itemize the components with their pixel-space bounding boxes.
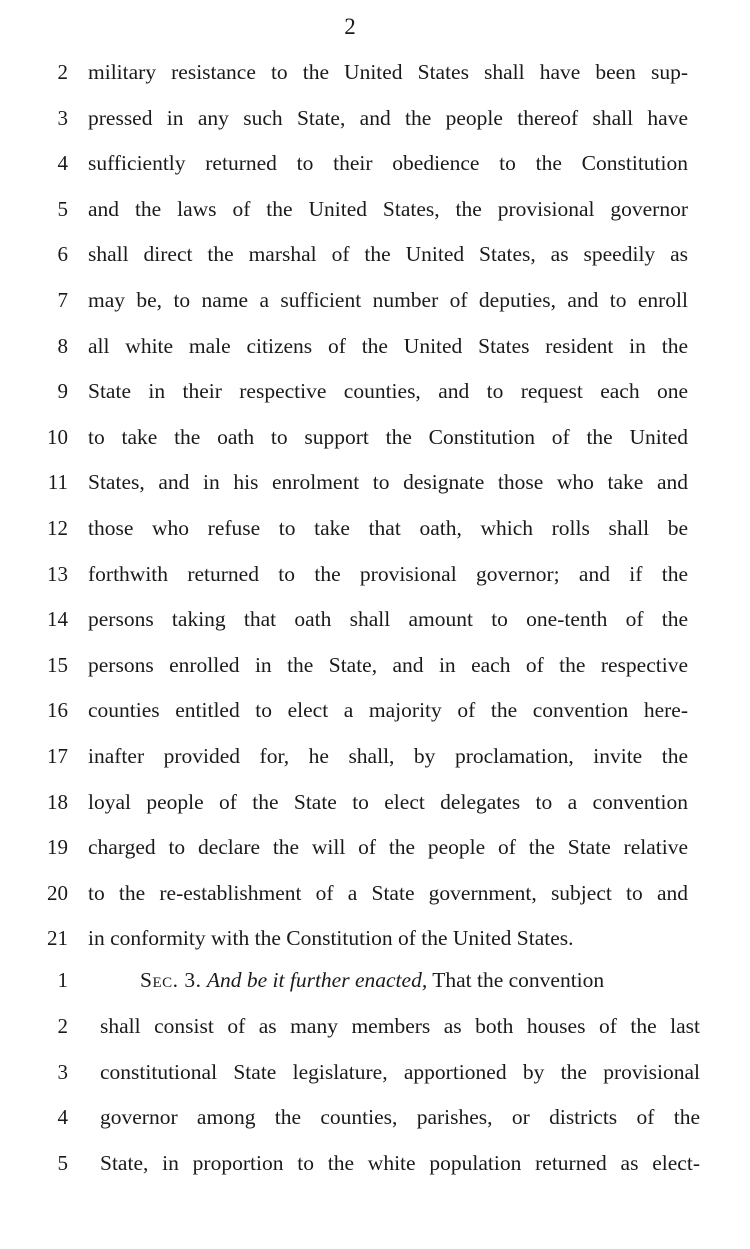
text-line: [0, 334, 750, 374]
line-text: pressed in any such State, and the people thereof shall have: [88, 105, 688, 130]
line-number: 4: [57, 151, 68, 176]
line-number: 1: [57, 968, 68, 992]
line-text: charged to declare the will of the people of the State relative: [88, 835, 688, 860]
line-number: 20: [47, 880, 68, 905]
line-text: to the re-establishment of a State government, subject to and: [88, 880, 688, 905]
text-line: [0, 151, 750, 191]
text-line: [0, 288, 750, 328]
text-line: [0, 379, 750, 419]
line-number: 4: [57, 1105, 68, 1130]
line-number: 3: [57, 1059, 68, 1084]
line-text: State in their respective counties, and to request each one: [88, 379, 688, 404]
line-text: persons enrolled in the State, and in each of the respective: [88, 652, 688, 677]
line-text: inafter provided for, he shall, by proclamation, invite the: [88, 744, 688, 768]
line-text: shall direct the marshal of the United States, as speedily as: [88, 242, 688, 267]
text-line: [0, 562, 750, 602]
line-text: those who refuse to take that oath, which rolls shall be: [88, 516, 688, 540]
text-line: [0, 106, 750, 146]
line-number: 15: [47, 652, 68, 677]
text-line: [0, 607, 750, 647]
line-number: 19: [47, 835, 68, 860]
line-number: 14: [47, 607, 68, 632]
line-number: 18: [47, 789, 68, 814]
line-text: sufficiently returned to their obedience to the Constitution: [88, 151, 688, 176]
line-number: 10: [47, 424, 68, 449]
text-line: [0, 926, 750, 966]
line-number: 2: [57, 60, 68, 84]
text-line: [0, 1060, 750, 1100]
line-number: 12: [47, 516, 68, 540]
text-line: [0, 1105, 750, 1145]
line-number: 21: [47, 926, 68, 951]
section-3-heading-line: [0, 968, 750, 1008]
text-line: [0, 516, 750, 556]
enacting-clause: And be it further enacted,: [206, 968, 428, 992]
text-line: [0, 470, 750, 510]
text-line: [0, 60, 750, 100]
text-line: [0, 835, 750, 875]
line-text: States, and in his enrolment to designate those who take and: [88, 470, 688, 495]
line-text: shall consist of as many members as both houses of the last: [100, 1014, 700, 1038]
text-line: [0, 790, 750, 830]
line-text: all white male citizens of the United States resident in the: [88, 333, 688, 358]
line-text: to take the oath to support the Constitution of the United: [88, 424, 688, 449]
line-number: 3: [57, 105, 68, 130]
line-number: 7: [57, 288, 68, 312]
line-text: governor among the counties, parishes, or districts of the: [100, 1105, 700, 1130]
line-text: constitutional State legislature, apportioned by the provisional: [100, 1059, 700, 1084]
text-line: [0, 1151, 750, 1191]
line-text: counties entitled to elect a majority of the convention here-: [88, 698, 688, 723]
line-text: forthwith returned to the provisional governor; and if the: [88, 561, 688, 586]
line-text: may be, to name a sufficient number of deputies, and to enroll: [88, 288, 688, 312]
line-text: and the laws of the United States, the provisional governor: [88, 196, 688, 221]
section-label: Sec. 3.: [140, 968, 202, 992]
line-number: 5: [57, 196, 68, 221]
line-number: 5: [57, 1150, 68, 1175]
line-number: 2: [57, 1014, 68, 1038]
section-first-line-rest: That the convention: [432, 968, 605, 992]
line-number: 16: [47, 698, 68, 723]
line-number: 9: [57, 379, 68, 404]
line-number: 17: [47, 744, 68, 768]
line-text: [140, 968, 698, 993]
text-line: [0, 744, 750, 784]
line-text: persons taking that oath shall amount to one-tenth of the: [88, 607, 688, 632]
line-number: 11: [47, 470, 68, 495]
text-line: [0, 197, 750, 237]
line-number: 13: [47, 561, 68, 586]
line-text: in conformity with the Constitution of the United States.: [88, 926, 574, 951]
text-line: [0, 425, 750, 465]
line-text: military resistance to the United States shall have been sup-: [88, 60, 688, 84]
text-line: [0, 653, 750, 693]
line-text: State, in proportion to the white population returned as elect-: [100, 1150, 700, 1175]
line-text: loyal people of the State to elect delegates to a convention: [88, 789, 688, 814]
page-number: 2: [344, 14, 356, 39]
text-line: [0, 1014, 750, 1054]
text-line: [0, 881, 750, 921]
text-line: [0, 698, 750, 738]
line-number: 8: [57, 333, 68, 358]
line-number: 6: [57, 242, 68, 267]
text-line: [0, 242, 750, 282]
